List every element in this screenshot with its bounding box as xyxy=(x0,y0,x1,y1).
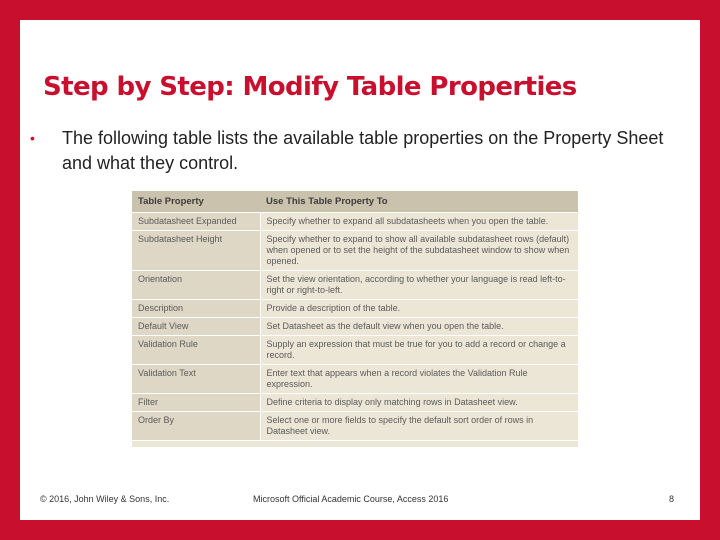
description-cell: Specify whether to expand all subdatasheets when you open the table. xyxy=(260,213,578,231)
property-cell: Subdatasheet Height xyxy=(132,231,260,271)
table-row xyxy=(132,300,578,318)
table-row xyxy=(132,318,578,336)
description-cell: Select one or more fields to specify the default sort order of rows in Datasheet view. xyxy=(260,412,578,441)
property-cell: Validation Text xyxy=(132,365,260,394)
header-table-property: Table Property xyxy=(132,191,260,213)
description-cell: Set the view orientation, according to whether your language is read left-to-right or right-to-left. xyxy=(260,271,578,300)
description-cell: Specify whether to expand to show all available subdatasheet rows (default) when opened or to set the height of the subdatasheet window to show when opened. xyxy=(260,231,578,271)
page-number: 8 xyxy=(669,494,675,504)
property-cell: Orientation xyxy=(132,271,260,300)
properties-table-image xyxy=(132,191,578,447)
description-cell: Enter text that appears when a record violates the Validation Rule expression. xyxy=(260,365,578,394)
table-row xyxy=(132,231,578,271)
footer-copyright: © 2016, John Wiley & Sons, Inc. xyxy=(40,494,170,504)
slide-title: Step by Step: Modify Table Properties xyxy=(43,72,577,102)
property-cell: Validation Rule xyxy=(132,336,260,365)
description-cell: Define criteria to display only matching rows in Datasheet view. xyxy=(260,394,578,412)
property-cell: Order By xyxy=(132,412,260,441)
table-row xyxy=(132,394,578,412)
table-row xyxy=(132,365,578,394)
bullet-marker: • xyxy=(30,130,35,146)
property-cell: Description xyxy=(132,300,260,318)
table-row xyxy=(132,412,578,441)
table-header-row xyxy=(132,191,578,213)
properties-table xyxy=(132,191,578,441)
property-cell: Filter xyxy=(132,394,260,412)
table-row xyxy=(132,213,578,231)
property-cell: Subdatasheet Expanded xyxy=(132,213,260,231)
header-use-property: Use This Table Property To xyxy=(260,191,578,213)
description-cell: Supply an expression that must be true for you to add a record or change a record. xyxy=(260,336,578,365)
table-row xyxy=(132,271,578,300)
footer-course: Microsoft Official Academic Course, Access 2016 xyxy=(253,494,449,504)
description-cell: Set Datasheet as the default view when you open the table. xyxy=(260,318,578,336)
bullet-text: The following table lists the available table properties on the Property Sheet and what they control. xyxy=(62,128,664,173)
property-cell: Default View xyxy=(132,318,260,336)
bullet-point xyxy=(30,126,670,176)
description-cell: Provide a description of the table. xyxy=(260,300,578,318)
table-row xyxy=(132,336,578,365)
